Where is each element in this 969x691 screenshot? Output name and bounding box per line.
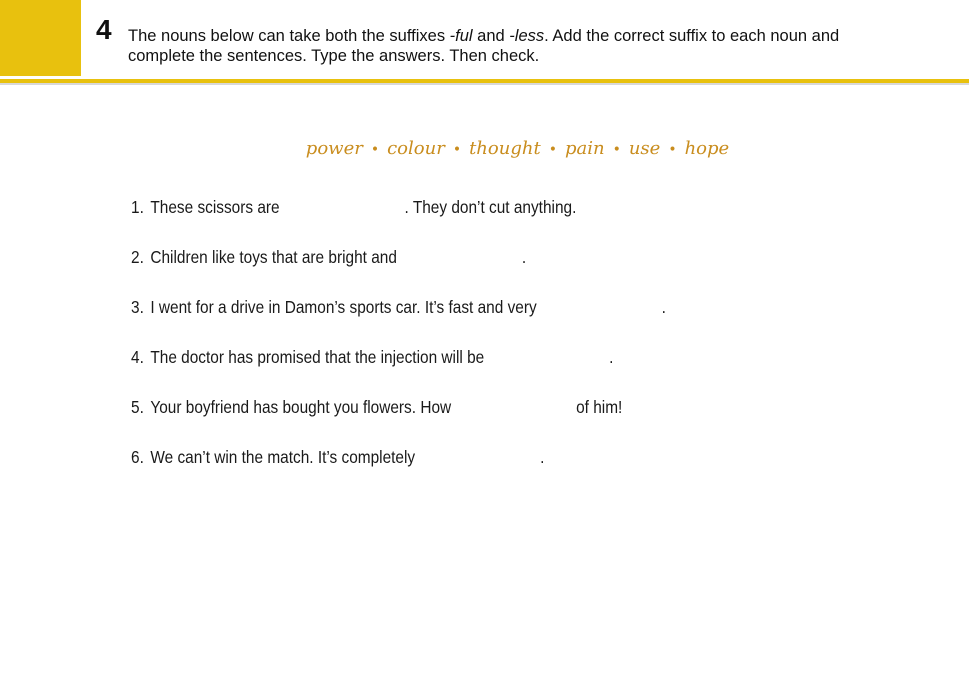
sentence-3: 3. I went for a drive in Damon’s sports car. It’s fast and very .	[131, 297, 666, 317]
sentence-2: 2. Children like toys that are bright and .	[131, 247, 527, 267]
word-separator: •	[452, 142, 462, 158]
sentence-4: 4. The doctor has promised that the injection will be .	[131, 347, 614, 367]
answer-gap-3[interactable]	[537, 298, 662, 318]
word-box-item: use	[628, 138, 661, 159]
answer-gap-5[interactable]	[451, 398, 576, 418]
answer-gap-2[interactable]	[397, 248, 522, 268]
sentence-5: 5. Your boyfriend has bought you flowers. How of him!	[131, 397, 623, 417]
answer-gap-4[interactable]	[484, 348, 609, 368]
word-separator: •	[548, 142, 557, 158]
sentence-number: 4.	[131, 347, 144, 367]
word-separator: •	[370, 142, 380, 158]
word-box	[0, 138, 969, 159]
sentence-number: 6.	[131, 447, 144, 467]
exercise-instructions: The nouns below can take both the suffixes -ful and -less. Add the correct suffix to each noun and complete the sentences. Type the answers. Then check.	[128, 27, 840, 65]
sentence-number: 1.	[131, 197, 144, 217]
sentence-number: 2.	[131, 247, 144, 267]
sentence-number: 3.	[131, 297, 144, 317]
sentence-6: 6. We can’t win the match. It’s completely .	[131, 447, 545, 467]
word-separator: •	[612, 142, 621, 158]
answer-gap-6[interactable]	[415, 448, 540, 468]
answer-gap-1[interactable]	[280, 198, 405, 218]
word-box-item: hope	[684, 138, 730, 159]
header-accent-block	[0, 0, 81, 76]
word-box-item: power	[305, 138, 363, 159]
word-box-item: thought	[469, 138, 541, 159]
suffix-less: -less	[509, 27, 545, 45]
exercise-number: 4	[96, 14, 112, 45]
sentence-number: 5.	[131, 397, 144, 417]
header-divider-shadow	[0, 83, 969, 85]
suffix-ful: -ful	[449, 27, 473, 45]
word-separator: •	[668, 142, 677, 158]
exercise-header	[0, 0, 969, 80]
sentence-1: 1. These scissors are . They don’t cut anything.	[131, 197, 577, 217]
word-box-item: pain	[564, 138, 605, 159]
word-box-item: colour	[387, 138, 445, 159]
instructions-line-2: complete the sentences. Type the answers. Then check.	[128, 47, 540, 65]
